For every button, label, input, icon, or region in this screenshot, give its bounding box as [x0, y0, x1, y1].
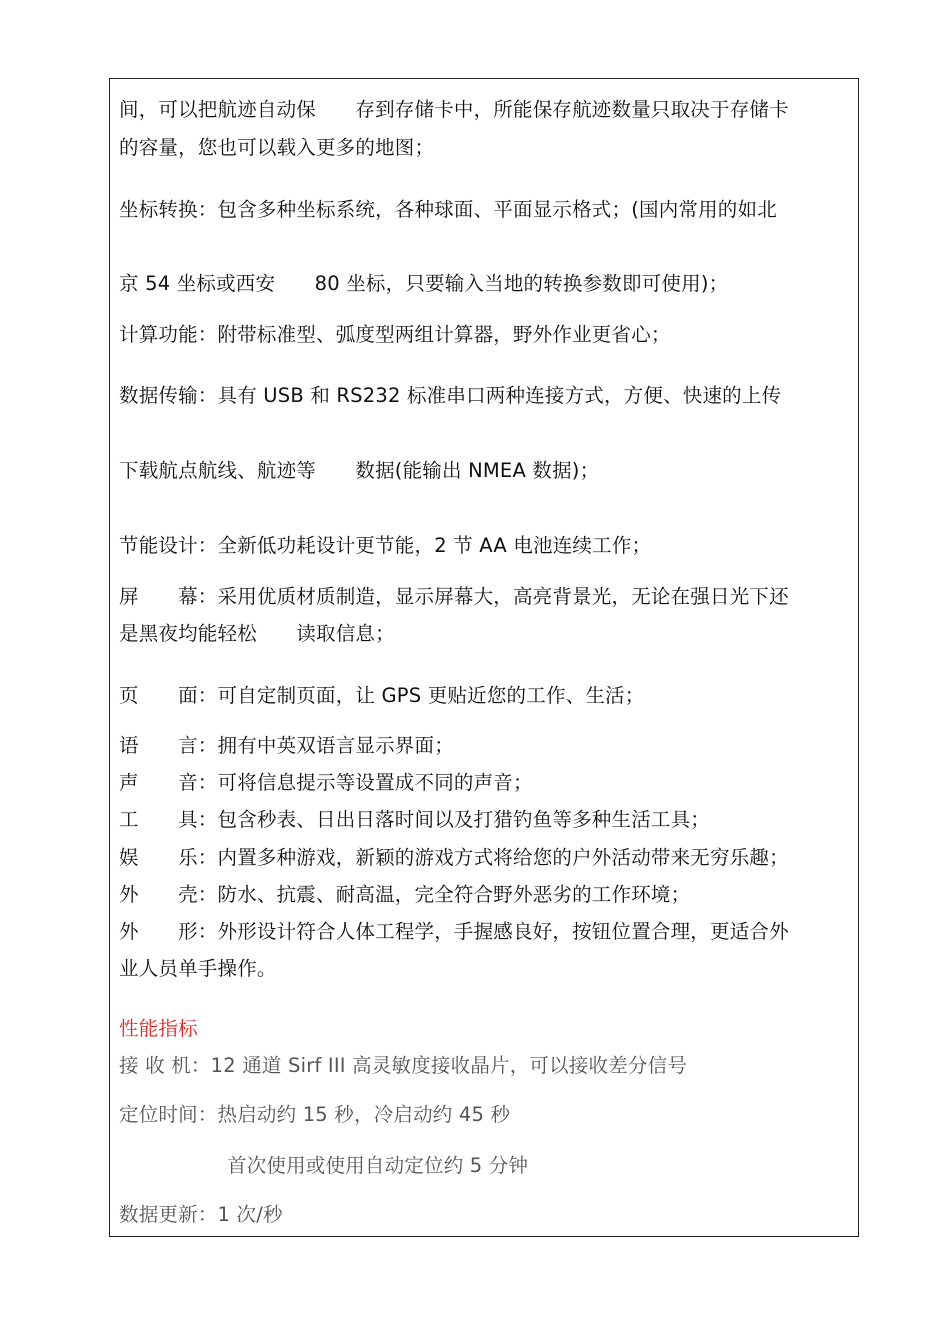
feature-track-line-2: 的容量，您也可以载入更多的地图；	[119, 136, 435, 159]
feature-games-line: 娱 乐：内置多种游戏，新颖的游戏方式将给您的户外活动带来无穷乐趣；	[119, 846, 789, 869]
feature-sound-line: 声 音：可将信息提示等设置成不同的声音；	[119, 771, 533, 794]
feature-calc-line: 计算功能：附带标准型、弧度型两组计算器，野外作业更省心；	[119, 323, 671, 346]
feature-screen-line-1: 屏 幕：采用优质材质制造，显示屏幕大，高亮背景光，无论在强日光下还	[119, 585, 789, 608]
feature-transfer-line-1: 数据传输：具有 USB 和 RS232 标准串口两种连接方式，方便、快速的上传	[119, 384, 782, 407]
feature-shape-line-1: 外 形：外形设计符合人体工程学，手握感良好，按钮位置合理，更适合外	[119, 920, 789, 943]
feature-shell-line: 外 壳：防水、抗震、耐高温，完全符合野外恶劣的工作环境；	[119, 883, 691, 906]
feature-track-line-1: 间，可以把航迹自动保 存到存储卡中，所能保存航迹数量只取决于存储卡	[119, 98, 789, 121]
spec-receiver: 接 收 机：12 通道 Sirf III 高灵敏度接收晶片，可以接收差分信号	[119, 1054, 688, 1077]
spec-first-use: 首次使用或使用自动定位约 5 分钟	[227, 1154, 529, 1177]
feature-coords-line-1: 坐标转换：包含多种坐标系统，各种球面、平面显示格式；(国内常用的如北	[119, 198, 777, 221]
feature-shape-line-2: 业人员单手操作。	[119, 957, 277, 980]
spec-fix-time: 定位时间：热启动约 15 秒，冷启动约 45 秒	[119, 1103, 511, 1126]
feature-language-line: 语 言：拥有中英双语言显示界面；	[119, 734, 454, 757]
feature-coords-line-2: 京 54 坐标或西安 80 坐标，只要输入当地的转换参数即可使用)；	[119, 272, 729, 295]
feature-tools-line: 工 具：包含秒表、日出日落时间以及打猎钓鱼等多种生活工具；	[119, 808, 711, 831]
specs-heading: 性能指标	[119, 1017, 198, 1040]
spec-update-rate: 数据更新：1 次/秒	[119, 1203, 283, 1226]
feature-power-line: 节能设计：全新低功耗设计更节能，2 节 AA 电池连续工作；	[119, 534, 652, 557]
feature-page-line: 页 面：可自定制页面，让 GPS 更贴近您的工作、生活；	[119, 684, 645, 707]
feature-transfer-line-2: 下载航点航线、航迹等 数据(能输出 NMEA 数据)；	[119, 459, 600, 482]
feature-screen-line-2: 是黑夜均能轻松 读取信息；	[119, 622, 395, 645]
